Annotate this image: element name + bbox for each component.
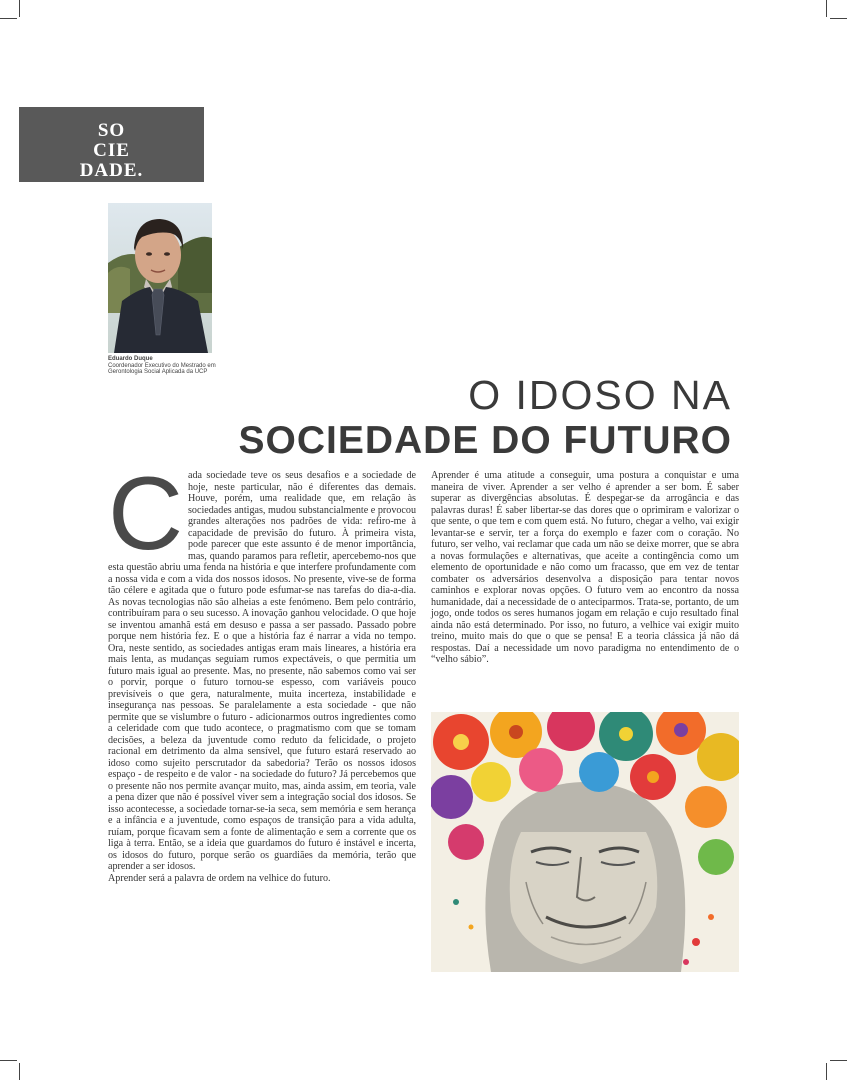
drop-cap: C	[108, 456, 184, 572]
section-label-line: SO	[97, 120, 126, 141]
crop-mark	[19, 1063, 20, 1080]
crop-mark	[19, 0, 20, 17]
crop-mark	[830, 1060, 847, 1061]
section-label-line: CIE	[93, 140, 130, 161]
article-column-1	[108, 470, 416, 884]
section-label	[19, 107, 204, 182]
paragraph: ada sociedade teve os seus desafios e a sociedade de hoje, neste particular, não é diferentes das demais. Houve, porém, uma realidade que, em relação às sociedades antigas, mudou substancialmente e provocou grandes alterações nos padrões de vida: refiro-me à capacidade de previsão do futuro. À primeira vista, pode parecer que este assunto é de menor importância, mas, quando paramos para refletir, apercebemo-nos que esta questão abriu uma fenda na história e que interfere profundamente com a nossa vida e com a vida dos nossos idosos. No presente, vive-se de forma tão célere e agitada que o futuro pode esfumar-se nas tarefas do dia-a-dia. As novas tecnologias não são alheias a este fenómeno. Bem pelo contrário, contribuíram para o seu sucesso. A inovação ganhou velocidade. O que hoje se inventou amanhã está em desuso e passa a ser passado. Passado pobre porque nem história fez. E o que a história faz é narrar a vida no tempo. Ora, neste sentido, as sociedades antigas eram mais lineares, a história era mais lenta, as mudanças seguiam rumos expectáveis, o que permitia um futuro mais igual ao presente. Mas, no presente, não sabemos como vai ser o porvir, porque o futuro tornou-se espesso, com variáveis pouco previsíveis o que gera, naturalmente, muita incerteza, instabilidade e insegurança nas pessoas. Se paralelamente a esta sociedade - que não permite que se vislumbre o futuro - adicionarmos outros ingredientes como a celeridade com que tudo acontece, o pragmatismo com que se tomam decisões, a beleza da juventude como reduto da felicidade, o projeto racional em detrimento da alma sensível, que futuro estará reservado ao idoso como sujeito perscrutador da sabedoria? Terão os nossos idosos espaço - de respeito e de valor - na sociedade do futuro? Já percebemos que o presente não nos permite avançar muito, mas, ainda assim, em teoria, vale a pena dizer que não é possível viver sem a integração social dos idosos. Se isso acontecesse, a sociedade tornar-se-ia seca, sem memória e sem herança e a infância e a juventude, como espaços de transição para a vida adulta, ruíam, porque ficavam sem a fonte de alimentação e sem a corrente que os liga à terra. Então, se a ideia que guardamos do futuro é instável e incerta, os idosos do futuro, porque serão os guardiães da memória, terão que aprender a ser idosos.	[108, 470, 416, 872]
author-photo	[108, 203, 212, 353]
section-label-line: DADE.	[79, 160, 144, 181]
author-name: Eduardo Duque	[108, 356, 153, 362]
article-column-2	[431, 470, 739, 666]
headline-line-1: O IDOSO NA	[468, 372, 732, 418]
headline-line-2: SOCIEDADE DO FUTURO	[238, 419, 732, 462]
author-role: Coordenador Executivo do Mestrado em Gerontologia Social Aplicada da UCP	[108, 362, 216, 375]
crop-mark	[0, 1060, 17, 1061]
author-caption	[108, 356, 238, 376]
crop-mark	[0, 18, 17, 19]
paragraph: Aprender será a palavra de ordem na velhice do futuro.	[108, 872, 331, 884]
crop-mark	[830, 18, 847, 19]
crop-mark	[826, 0, 827, 17]
drop-cap-space	[108, 470, 188, 556]
paragraph: Aprender é uma atitude a conseguir, uma postura a conquistar e uma maneira de viver. Aprender a ser velho é aprender a ser bom. É saber superar as divergências absolutas. É despegar-se da arrogância e das palavras duras! É saber libertar-se das dores que o oprimiram e valorizar o que sente, o que tem e com quem está. No futuro, chegar a velho, vai exigir levantar-se e servir, ter a força do exemplo e fazer com o coração. No futuro, ser velho, vai reclamar que cada um não se deixe morrer, que se abra a novas formulações e alternativas, que aceite a contingência como um elemento de oportunidade e não como um fracasso, que em vez de tentar combater os adversários desenvolva a disposição para tentar novos caminhos e explorar novas opções. O futuro vem ao encontro da nossa humanidade, daí a necessidade de o anteciparmos. Trata-se, portanto, de um jogo, onde todos os seres humanos jogam em relação e cujo resultado final ainda não está determinado. Por isso, no futuro, a velhice vai exigir muito treino, muito mais do que o que se pensa! E a teoria clássica já não dá respostas. Daí a necessidade um novo paradigma no entendimento de o “velho sábio”.	[431, 470, 739, 665]
illustration-elderly-face-flowers	[431, 712, 739, 972]
crop-mark	[826, 1063, 827, 1080]
